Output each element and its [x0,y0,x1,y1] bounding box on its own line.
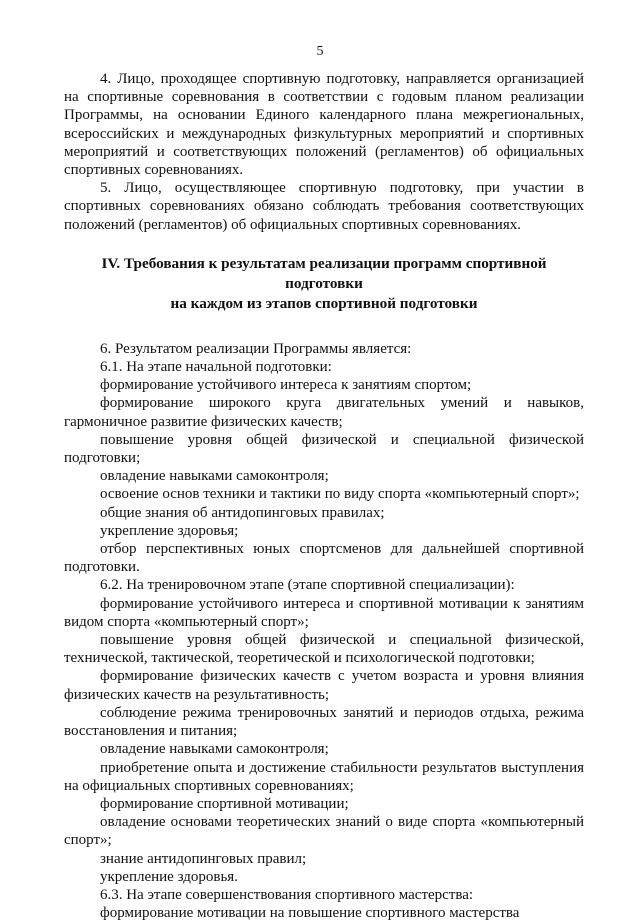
section-heading [64,254,584,314]
paragraph: 6.2. На тренировочном этапе (этапе спортивной специализации): [100,577,515,594]
section-heading-line: на каждом из этапов спортивной подготовки [170,294,478,312]
paragraph: отбор перспективных юных спортсменов для дальнейшей спортивной подготовки. [64,541,584,576]
paragraph: 4. Лицо, проходящее спортивную подготовку, направляется организацией на спортивные соревнования в соответствии с годовым планом реализации Программы, на основании Единого календарного плана межрегиональных, всероссийских и международных физкультурных мероприятий и спортивных мероприятий и соответствующих положений (регламентов) об официальных спортивных соревнованиях. [64,71,584,179]
document-body [64,70,584,922]
paragraph: формирование мотивации на повышение спортивного мастерства [100,905,520,922]
paragraph: приобретение опыта и достижение стабильности результатов выступления на официальных спортивных соревнованиях; [64,759,584,794]
paragraph: общие знания об антидопинговых правилах; [100,504,385,521]
paragraph: формирование физических качеств с учетом возраста и уровня влияния физических качеств на результативность; [64,668,584,703]
paragraph: формирование устойчивого интереса и спортивной мотивации к занятиям видом спорта «компьютерный спорт»; [64,595,584,630]
paragraph: укрепление здоровья; [100,522,239,539]
section-heading-line: IV. Требования к результатам реализации программ спортивной подготовки [101,254,547,292]
paragraph: овладение основами теоретических знаний о виде спорта «компьютерный спорт»; [64,814,584,849]
paragraph: знание антидопинговых правил; [100,850,307,867]
page-number: 5 [316,44,324,59]
paragraph: 5. Лицо, осуществляющее спортивную подготовку, при участии в спортивных соревнованиях обязано соблюдать требования соответствующих положений (регламентов) об официальных спортивных соревнованиях. [64,180,584,233]
paragraph: освоение основ техники и тактики по виду спорта «компьютерный спорт»; [100,486,580,503]
paragraph: повышение уровня общей физической и специальной физической, технической, тактической, теоретической и психологической подготовки; [64,632,584,667]
paragraph: формирование спортивной мотивации; [100,795,349,812]
paragraph: 6.1. На этапе начальной подготовки: [100,359,332,376]
paragraph: повышение уровня общей физической и специальной физической подготовки; [64,431,584,467]
paragraph: формирование широкого круга двигательных умений и навыков, гармоничное развитие физических качеств; [64,395,584,430]
paragraph: 6. Результатом реализации Программы является: [100,340,412,357]
paragraph: формирование устойчивого интереса к занятиям спортом; [100,377,472,394]
paragraph: овладение навыками самоконтроля; [100,741,329,758]
paragraph: овладение навыками самоконтроля; [100,468,329,485]
paragraph: 6.3. На этапе совершенствования спортивного мастерства: [100,886,474,903]
paragraph: укрепление здоровья. [100,868,238,885]
paragraph: соблюдение режима тренировочных занятий и периодов отдыха, режима восстановления и питания; [64,704,584,740]
